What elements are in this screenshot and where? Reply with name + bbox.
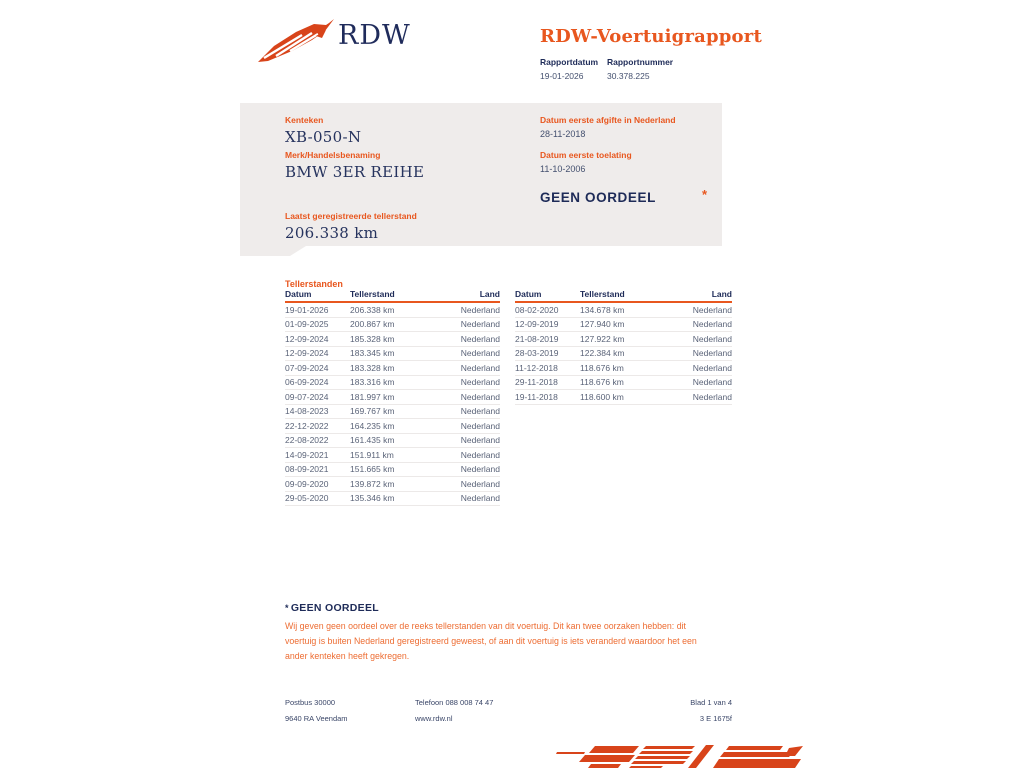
table-row xyxy=(515,347,732,362)
cell-tellerstand: 183.328 km xyxy=(350,362,395,373)
rdw-logo-wordmark: RDW xyxy=(338,20,411,51)
cell-tellerstand: 183.316 km xyxy=(350,377,395,388)
table-row xyxy=(515,318,732,333)
cell-tellerstand: 135.346 km xyxy=(350,493,395,504)
col-header-datum: Datum xyxy=(285,289,312,299)
report-number-label: Rapportnummer xyxy=(607,57,674,67)
table-body xyxy=(285,303,500,506)
cell-datum: 14-09-2021 xyxy=(285,449,329,460)
cell-land: Nederland xyxy=(460,435,500,446)
table-row xyxy=(285,434,500,449)
table-row xyxy=(285,448,500,463)
cell-tellerstand: 127.922 km xyxy=(580,333,625,344)
footer-phone: Telefoon 088 008 74 47 xyxy=(415,698,494,707)
cell-land: Nederland xyxy=(460,304,500,315)
footer-address-line1: Postbus 30000 xyxy=(285,698,336,707)
cell-datum: 12-09-2019 xyxy=(515,319,559,330)
cell-tellerstand: 122.384 km xyxy=(580,348,625,359)
cell-tellerstand: 185.328 km xyxy=(350,333,395,344)
cell-land: Nederland xyxy=(460,319,500,330)
cell-tellerstand: 151.911 km xyxy=(350,449,394,460)
cell-tellerstand: 118.676 km xyxy=(580,362,624,373)
cell-datum: 09-07-2024 xyxy=(285,391,329,402)
table-row xyxy=(285,390,500,405)
cell-land: Nederland xyxy=(460,333,500,344)
cell-datum: 01-09-2025 xyxy=(285,319,329,330)
cell-land: Nederland xyxy=(692,304,732,315)
cell-datum: 22-12-2022 xyxy=(285,420,329,431)
cell-datum: 09-09-2020 xyxy=(285,478,329,489)
cell-tellerstand: 118.600 km xyxy=(580,391,624,402)
cell-land: Nederland xyxy=(460,493,500,504)
cell-datum: 28-03-2019 xyxy=(515,348,559,359)
note-body-text: Wij geven geen oordeel over de reeks tellerstanden van dit voertuig. Dit kan twee oorzaken hebben: dit voertuig is buiten Nederland geregistreerd geweest, of aan dit voertuig is iets veranderd waardoor het een ander kenteken heeft gekregen. xyxy=(285,621,697,661)
cell-datum: 08-02-2020 xyxy=(515,304,559,315)
footer-form-code: 3 E 1675f xyxy=(699,714,732,723)
col-header-tellerstand: Tellerstand xyxy=(350,289,395,299)
table-row xyxy=(285,376,500,391)
cell-land: Nederland xyxy=(692,319,732,330)
oordeel-status: GEEN OORDEEL xyxy=(540,190,656,205)
table-row xyxy=(515,332,732,347)
table-body xyxy=(515,303,732,405)
note-title-row xyxy=(285,602,715,614)
cell-datum: 22-08-2022 xyxy=(285,435,329,446)
kenteken-value: XB-050-N xyxy=(285,128,362,146)
table-row xyxy=(285,318,500,333)
table-row xyxy=(285,303,500,318)
table-row xyxy=(285,332,500,347)
table-row xyxy=(515,303,732,318)
cell-tellerstand: 183.345 km xyxy=(350,348,395,359)
table-row xyxy=(285,477,500,492)
cell-tellerstand: 161.435 km xyxy=(350,435,395,446)
kenteken-label: Kenteken xyxy=(285,115,324,125)
col-header-land: Land xyxy=(711,289,732,299)
cell-tellerstand: 181.997 km xyxy=(350,391,395,402)
cell-land: Nederland xyxy=(692,348,732,359)
cell-land: Nederland xyxy=(460,406,500,417)
cell-datum: 14-08-2023 xyxy=(285,406,329,417)
merk-label: Merk/Handelsbenaming xyxy=(285,150,381,160)
cell-land: Nederland xyxy=(692,333,732,344)
afgifte-field xyxy=(540,115,676,139)
cell-datum: 07-09-2024 xyxy=(285,362,329,373)
table-header-row xyxy=(515,289,732,303)
cell-tellerstand: 206.338 km xyxy=(350,304,395,315)
cell-datum: 06-09-2024 xyxy=(285,377,329,388)
toelating-label: Datum eerste toelating xyxy=(540,150,632,160)
cell-land: Nederland xyxy=(692,377,732,388)
table-row xyxy=(285,361,500,376)
toelating-value: 11-10-2006 xyxy=(540,164,586,174)
table-row xyxy=(285,492,500,507)
table-header-row xyxy=(285,289,500,303)
footer-address-line2: 9640 RA Veendam xyxy=(285,714,348,723)
cell-land: Nederland xyxy=(460,420,500,431)
cell-land: Nederland xyxy=(692,362,732,373)
cell-datum: 21-08-2019 xyxy=(515,333,559,344)
col-header-land: Land xyxy=(479,289,500,299)
laatste-tellerstand-field xyxy=(285,211,417,242)
toelating-field xyxy=(540,150,632,174)
cell-tellerstand: 151.665 km xyxy=(350,464,395,475)
laatste-tellerstand-value: 206.338 km xyxy=(285,224,379,242)
cell-tellerstand: 169.767 km xyxy=(350,406,395,417)
report-number-block xyxy=(607,57,673,81)
cell-tellerstand: 139.872 km xyxy=(350,478,395,489)
tellerstanden-table-left xyxy=(285,289,500,506)
cell-datum: 19-11-2018 xyxy=(515,391,558,402)
report-date-label: Rapportdatum xyxy=(540,57,599,67)
table-row xyxy=(285,463,500,478)
geen-oordeel-note xyxy=(285,602,715,664)
cell-land: Nederland xyxy=(692,391,732,402)
table-row xyxy=(285,405,500,420)
tellerstanden-table-right xyxy=(515,289,732,405)
cell-datum: 08-09-2021 xyxy=(285,464,329,475)
cell-land: Nederland xyxy=(460,449,500,460)
footer-website-link[interactable]: www.rdw.nl xyxy=(415,714,453,723)
col-header-datum: Datum xyxy=(515,289,542,299)
table-row xyxy=(285,347,500,362)
table-row xyxy=(515,390,732,405)
merk-value: BMW 3ER REIHE xyxy=(285,163,425,181)
footer-page-info xyxy=(600,698,732,730)
kenteken-field xyxy=(285,115,361,146)
cell-tellerstand: 134.678 km xyxy=(580,304,625,315)
laatste-tellerstand-label: Laatst geregistreerde tellerstand xyxy=(285,211,417,221)
footer-page-indicator: Blad 1 van 4 xyxy=(690,698,732,707)
footer-contact xyxy=(415,698,493,730)
cell-datum: 12-09-2024 xyxy=(285,333,329,344)
page-title: RDW-Voertuigrapport xyxy=(540,26,762,47)
col-header-tellerstand: Tellerstand xyxy=(580,289,625,299)
cell-land: Nederland xyxy=(460,478,500,489)
note-title: GEEN OORDEEL xyxy=(290,602,380,614)
cell-datum: 29-05-2020 xyxy=(285,493,329,504)
cell-datum: 29-11-2018 xyxy=(515,377,558,388)
cell-datum: 11-12-2018 xyxy=(515,362,558,373)
footer-address xyxy=(285,698,348,730)
tellerstanden-section-title: Tellerstanden xyxy=(285,279,343,289)
merk-field xyxy=(285,150,424,181)
afgifte-label: Datum eerste afgifte in Nederland xyxy=(540,115,676,125)
cell-tellerstand: 200.867 km xyxy=(350,319,395,330)
note-asterisk: * xyxy=(285,603,289,613)
table-row xyxy=(515,376,732,391)
afgifte-value: 28-11-2018 xyxy=(540,129,586,139)
cell-land: Nederland xyxy=(460,377,500,388)
cell-land: Nederland xyxy=(460,464,500,475)
report-date-value: 19-01-2026 xyxy=(540,71,584,81)
report-date-block xyxy=(540,57,598,81)
cell-tellerstand: 118.676 km xyxy=(580,377,624,388)
cell-tellerstand: 164.235 km xyxy=(350,420,395,431)
rdw-wing-logo-icon xyxy=(256,16,336,66)
table-row xyxy=(515,361,732,376)
cell-datum: 19-01-2026 xyxy=(285,304,329,315)
table-row xyxy=(285,419,500,434)
oordeel-asterisk: * xyxy=(702,187,708,202)
report-number-value: 30.378.225 xyxy=(607,71,650,81)
cell-land: Nederland xyxy=(460,348,500,359)
cell-tellerstand: 127.940 km xyxy=(580,319,625,330)
cell-datum: 12-09-2024 xyxy=(285,348,329,359)
rdw-stripes-graphic-icon xyxy=(543,740,805,768)
cell-land: Nederland xyxy=(460,362,500,373)
cell-land: Nederland xyxy=(460,391,500,402)
